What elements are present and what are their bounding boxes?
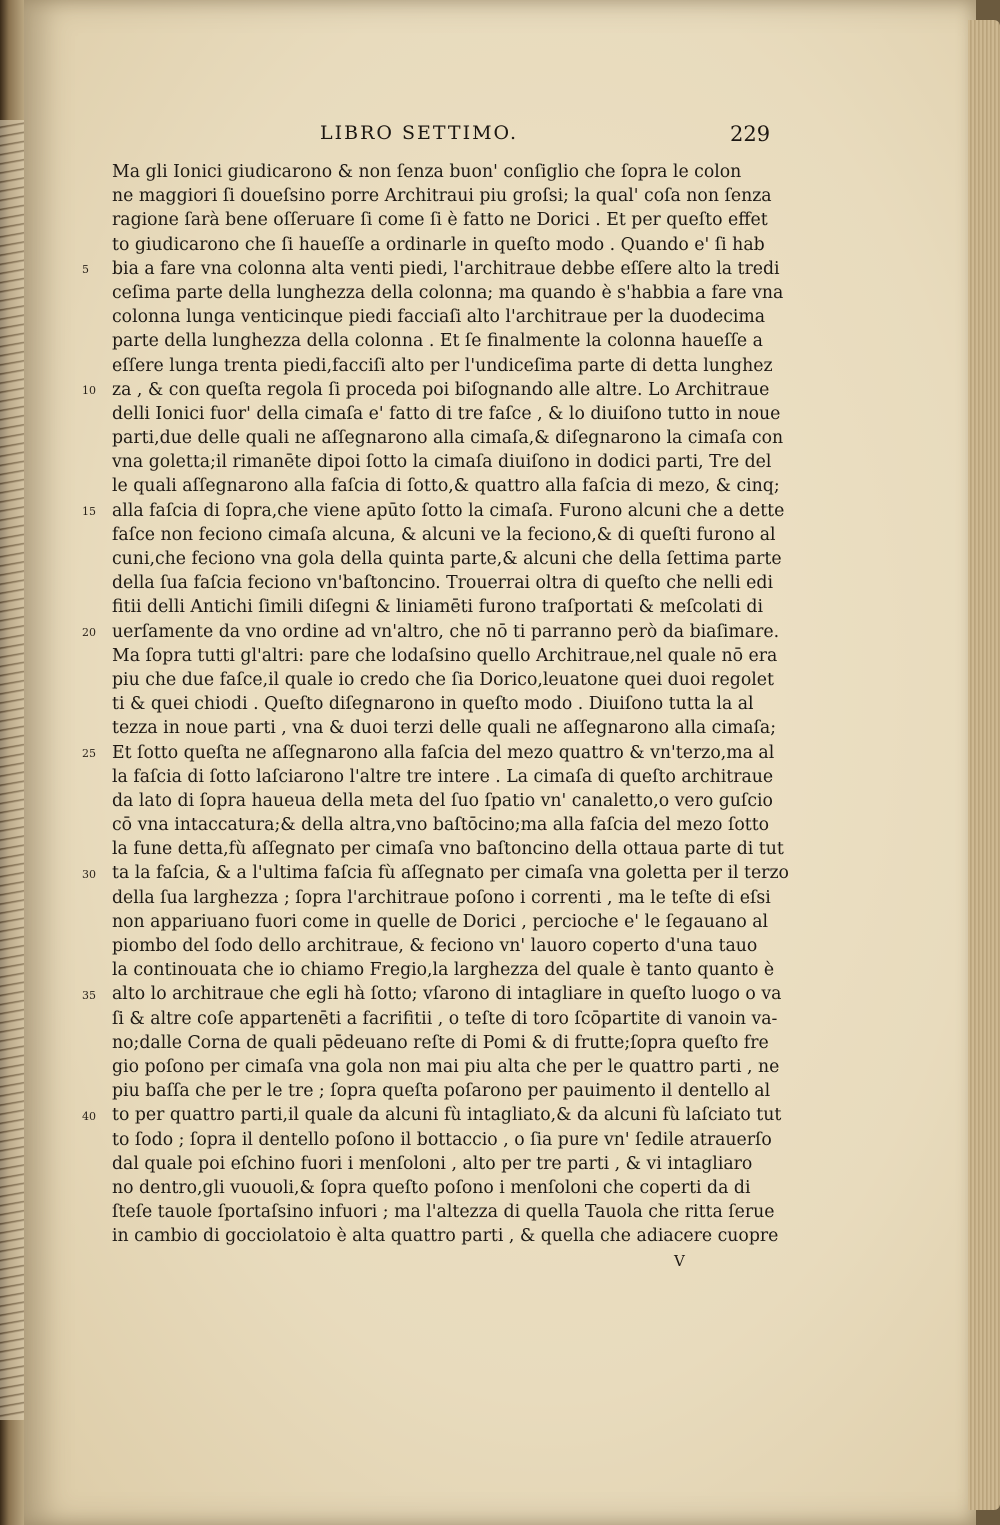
text-line: la continouata che io chiamo Fregio,la larghezza del quale è tanto quanto è (112, 960, 775, 981)
text-line: ceſima parte della lunghezza della colonna; ma quando è s'habbia a fare vna (112, 282, 784, 303)
text-line: faſce non feciono cimaſa alcuna, & alcuni ve la feciono,& di queſti furono al (112, 524, 776, 545)
text-line: ne maggiori ſi doueſsino porre Architraui piu groſsi; la qual' coſa non ſenza (112, 186, 772, 207)
text-line: ti & quei chiodi . Queſto diſegnarono in queſto modo . Diuiſono tutta la al (112, 694, 754, 715)
body-text (112, 160, 789, 1248)
line-number: 40 (82, 1109, 96, 1123)
book-page (24, 0, 976, 1525)
text-line: to per quattro parti,il quale da alcuni fù intagliato,& da alcuni fù laſciato tut (112, 1105, 782, 1126)
line-number: 20 (82, 625, 96, 639)
text-line: le quali aſſegnarono alla faſcia di ſotto,& quattro alla faſcia di mezo, & cinq; (112, 476, 780, 497)
text-line: in cambio di gocciolatoio è alta quattro parti , & quella che adiacere cuopre (112, 1226, 779, 1247)
text-line: delli Ionici fuor' della cimaſa e' fatto di tre faſce , & lo diuiſono tutto in noue (112, 403, 781, 424)
text-line: alla faſcia di ſopra,che viene apūto ſotto la cimaſa. Furono alcuni che a dette (112, 500, 785, 521)
text-line: la faſcia di ſotto laſciarono l'altre tre intere . La cimaſa di queſto architraue (112, 766, 774, 787)
running-title: LIBRO SETTIMO. (320, 122, 519, 144)
text-line: piu baſſa che per le tre ; ſopra queſta poſarono per pauimento il dentello al (112, 1081, 771, 1102)
text-line: cuni,che feciono vna gola della quinta parte,& alcuni che della ſettima parte (112, 549, 782, 569)
text-line: colonna lunga venticinque piedi facciaſi alto l'architraue per la duodecima (112, 307, 766, 328)
text-line: ta la faſcia, & a l'ultima faſcia fù aſſegnato per cimaſa vna goletta per il terzo (112, 863, 789, 884)
text-line: la fune detta,fù aſſegnato per cimaſa vno baſtoncino della ottaua parte di tut (112, 839, 784, 860)
text-line: to giudicarono che ſi haueſſe a ordinarle in queſto modo . Quando e' ſi hab (112, 234, 765, 255)
signature-mark: V (674, 1252, 685, 1270)
text-line: Ma ſopra tutti gl'altri: pare che lodaſsino quello Architraue,nel quale nō era (112, 645, 778, 666)
text-line: eſſere lunga trenta piedi,facciſi alto per l'undiceſima parte di detta lunghez (112, 355, 773, 376)
text-line: fitii delli Antichi ſimili diſegni & liniamēti furono traſportati & meſcolati di (112, 597, 763, 618)
line-number: 10 (82, 383, 96, 397)
text-line: tezza in noue parti , vna & duoi terzi delle quali ne aſſegnarono alla cimaſa; (112, 718, 777, 739)
text-line: no dentro,gli vuouoli,& ſopra queſto poſono i menſoloni che coperti da di (112, 1177, 751, 1198)
text-line: della ſua larghezza ; ſopra l'architraue poſono i correnti , ma le teſte di eſsi (112, 887, 771, 908)
text-line: piu che due faſce,il quale io credo che ſia Dorico,leuatone quei duoi regolet (112, 669, 774, 690)
text-line: bia a fare vna colonna alta venti piedi, l'architraue debbe eſſere alto la tredi (112, 258, 780, 279)
text-line: to ſodo ; ſopra il dentello poſono il bottaccio , o ſia pure vn' ſedile atrauerſo (112, 1129, 772, 1150)
text-line: za , & con queſta regola ſi proceda poi biſognando alle altre. Lo Architraue (112, 379, 770, 400)
text-line: ragione ſarà bene oſſeruare ſi come ſi è fatto ne Dorici . Et per queſto effet (112, 210, 768, 231)
page-header (24, 122, 976, 152)
text-line: cō vna intaccatura;& della altra,vno baſtōcino;ma alla faſcia del mezo ſotto (112, 815, 770, 836)
line-number: 5 (82, 262, 89, 276)
line-number: 15 (82, 504, 96, 518)
text-line: ſteſe tauole ſportaſsino infuori ; ma l'altezza di quella Tauola che ritta ſerue (112, 1202, 775, 1223)
page-block-edge (968, 20, 1000, 1510)
text-line: parti,due delle quali ne aſſegnarono alla cimaſa,& diſegnarono la cimaſa con (112, 428, 784, 449)
text-line: piombo del ſodo dello architraue, & feciono vn' lauoro coperto d'una tauo (112, 936, 758, 956)
text-line: Et ſotto queſta ne aſſegnarono alla faſcia del mezo quattro & vn'terzo,ma al (112, 742, 775, 763)
page-number: 229 (730, 122, 771, 146)
facing-page-illustration-edge (0, 120, 26, 1420)
text-line: dal quale poi eſchino fuori i menſoloni , alto per tre parti , & vi intagliaro (112, 1153, 753, 1174)
line-number: 25 (82, 746, 96, 760)
text-line: no;dalle Corna de quali pēdeuano reſte di Pomi & di frutte;ſopra queſto fre (112, 1032, 769, 1053)
text-line: da lato di ſopra haueua della meta del ſuo ſpatio vn' canaletto,o vero guſcio (112, 790, 773, 811)
text-line: gio poſono per cimaſa vna gola non mai piu alta che per le quattro parti , ne (112, 1056, 780, 1077)
text-line: parte della lunghezza della colonna . Et ſe finalmente la colonna haueſſe a (112, 331, 763, 352)
text-line: non appariuano fuori come in quelle de Dorici , percioche e' le ſegauano al (112, 911, 769, 932)
text-line: alto lo architraue che egli hà ſotto; vſarono di intagliare in queſto luogo o va (112, 984, 782, 1005)
text-line: della ſua faſcia feciono vn'baſtoncino. Trouerrai oltra di queſto che nelli edi (112, 573, 773, 594)
line-number: 30 (82, 867, 96, 881)
text-line: uerſamente da vno ordine ad vn'altro, che nō ti parranno però da biaſimare. (112, 621, 780, 642)
text-line: ſi & altre coſe appartenēti a facrifitii , o teſte di toro ſcōpartite di vanoin va- (112, 1008, 778, 1029)
line-number: 35 (82, 988, 96, 1002)
text-line: vna goletta;il rimanēte dipoi ſotto la cimaſa diuiſono in dodici parti, Tre del (112, 452, 772, 473)
text-line: Ma gli Ionici giudicarono & non ſenza buon' conſiglio che ſopra le colon (112, 162, 742, 182)
